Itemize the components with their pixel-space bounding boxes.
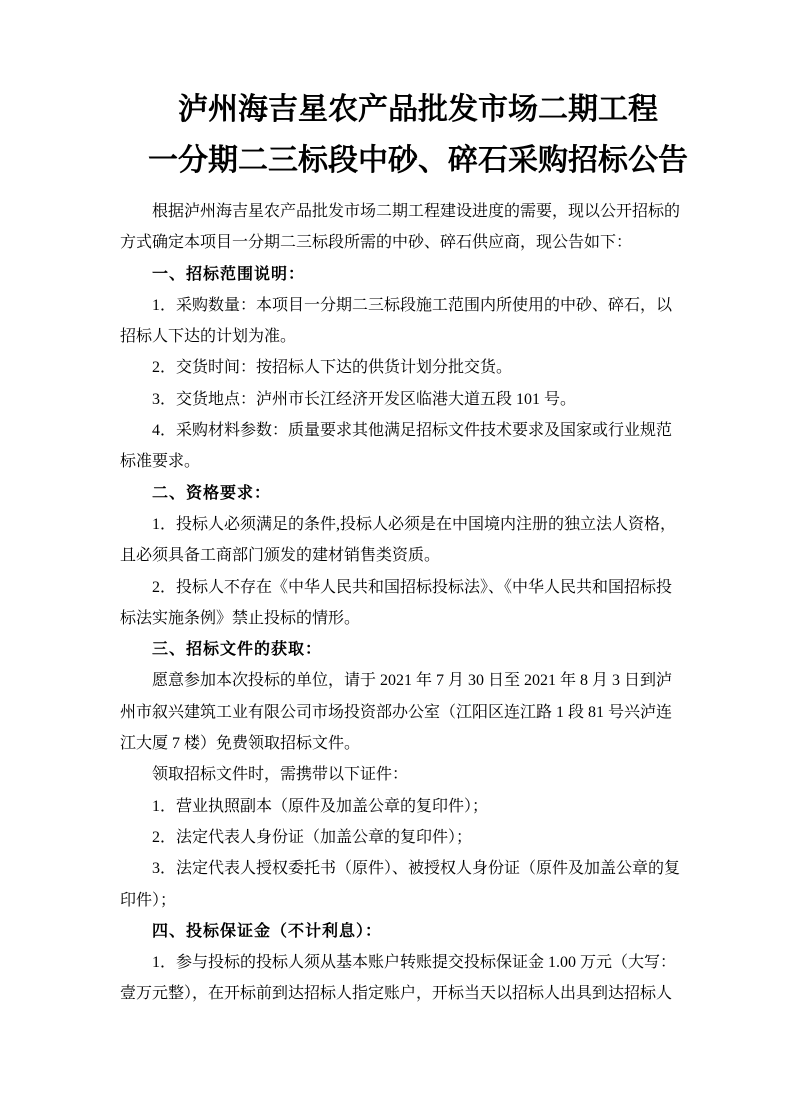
intro-line-2: 方式确定本项目一分期二三标段所需的中砂、碎石供应商，现公告如下：	[120, 234, 633, 252]
section-3-cert-3-line-1: 3．法定代表人授权委托书（原件）、被授权人身份证（原件及加盖公章的复	[152, 860, 681, 878]
section-1-item-4-line-2: 标准要求。	[120, 453, 201, 471]
section-2-item-2-line-2: 标法实施条例》禁止投标的情形。	[120, 609, 361, 627]
section-3-para-1-line-3: 江大厦 7 楼）免费领取招标文件。	[120, 735, 361, 753]
section-3-heading: 三、招标文件的获取：	[152, 641, 323, 659]
section-4-item-1-line-1: 1．参与投标的投标人须从基本账户转账提交投标保证金 1.00 万元（大写：	[152, 954, 677, 972]
section-2-heading: 二、资格要求：	[152, 484, 272, 502]
section-2-item-2-line-1: 2．投标人不存在《中华人民共和国招标投标法》、《中华人民共和国招标投	[152, 578, 673, 596]
section-1-item-1-line-1: 1．采购数量：本项目一分期二三标段施工范围内所使用的中砂、碎石，以	[152, 296, 673, 314]
section-1-item-3: 3．交货地点：泸州市长江经济开发区临港大道五段 101 号。	[152, 390, 577, 408]
section-3-cert-3-line-2: 印件）；	[120, 891, 177, 909]
section-3-para-2: 领取招标文件时，需携带以下证件：	[152, 766, 409, 784]
document-body	[120, 196, 686, 1010]
section-4-item-1-line-2: 壹万元整），在开标前到达招标人指定账户，开标当天以招标人出具到达招标人	[120, 985, 673, 1003]
section-1-item-2: 2．交货时间：按招标人下达的供货计划分批交货。	[152, 359, 513, 377]
section-1-heading: 一、招标范围说明：	[152, 265, 306, 283]
intro-line-1: 根据泸州海吉星农产品批发市场二期工程建设进度的需要，现以公开招标的	[152, 203, 681, 220]
title-line-2: 一分期二三标段中砂、碎石采购招标公告	[148, 144, 688, 177]
section-3-cert-2: 2．法定代表人身份证（加盖公章的复印件）；	[152, 828, 473, 846]
section-2-item-1-line-2: 且必须具备工商部门颁发的建材销售类资质。	[120, 547, 441, 565]
section-1-item-4-line-1: 4．采购材料参数：质量要求其他满足招标文件技术要求及国家或行业规范	[152, 422, 673, 440]
section-3-cert-1: 1．营业执照副本（原件及加盖公章的复印件）；	[152, 797, 489, 815]
title-line-1: 泸州海吉星农产品批发市场二期工程	[178, 93, 658, 126]
section-1-item-1-line-2: 招标人下达的计划为准。	[120, 328, 297, 346]
section-3-para-1-line-2: 州市叙兴建筑工业有限公司市场投资部办公室（江阳区连江路 1 段 81 号兴泸连	[120, 703, 673, 721]
document-title	[0, 84, 794, 186]
section-4-heading: 四、投标保证金（不计利息）：	[152, 922, 383, 940]
section-3-para-1-line-1: 愿意参加本次投标的单位，请于 2021 年 7 月 30 日至 2021 年 8 月 3 日到泸	[152, 672, 673, 690]
section-2-item-1-line-1: 1．投标人必须满足的条件,投标人必须是在中国境内注册的独立法人资格，	[152, 515, 677, 533]
